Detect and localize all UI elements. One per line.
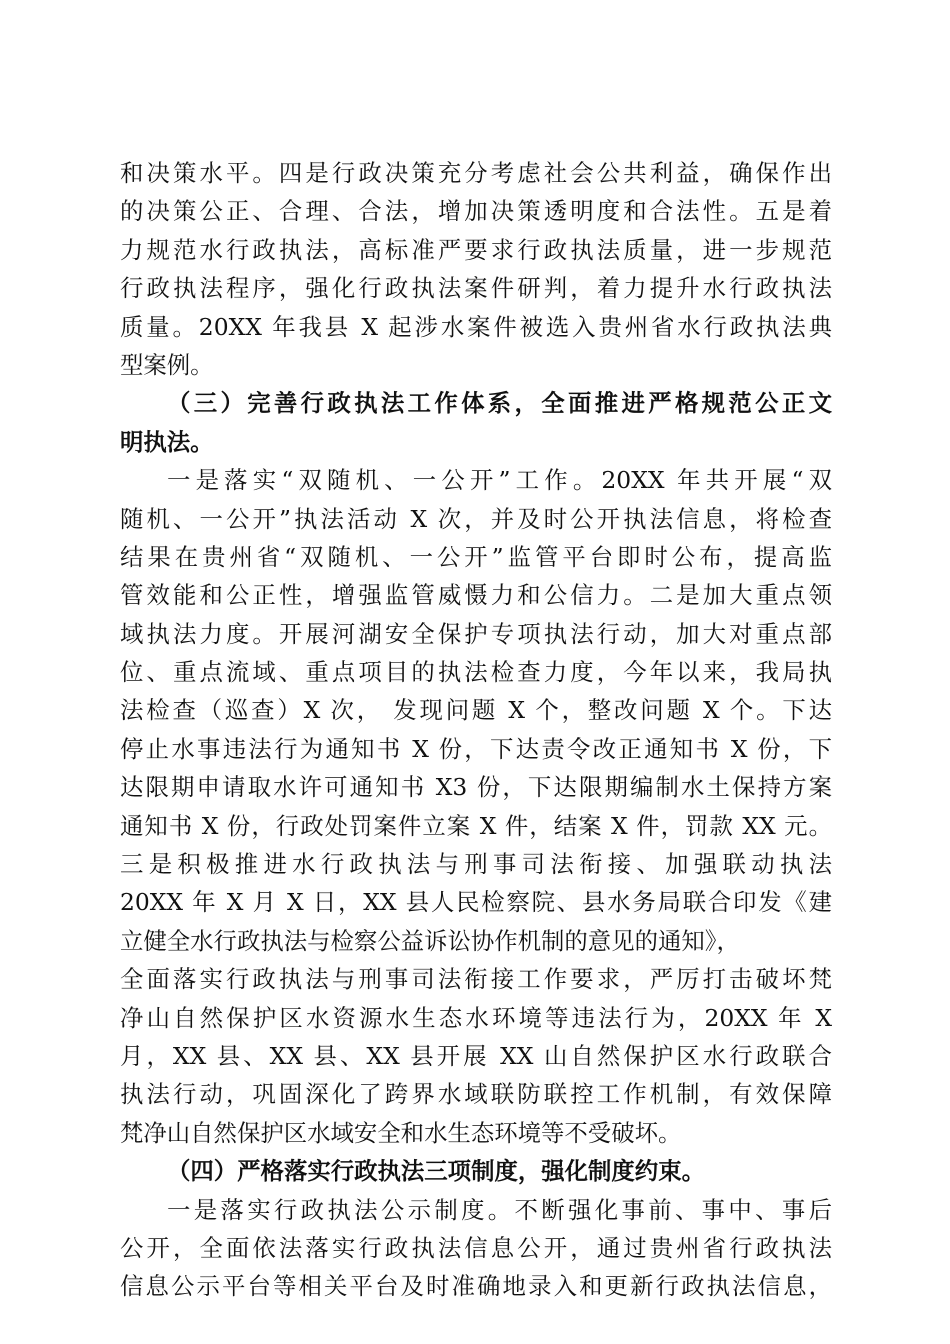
paragraph-line: 结果在贵州省“双随机、一公开”监管平台即时公布，提高监 [120, 542, 832, 571]
paragraph-line: 型案例。 [120, 350, 214, 379]
paragraph-line: 信息公示平台等相关平台及时准确地录入和更新行政执法信息， [120, 1272, 832, 1301]
paragraph-line: 执法行动，巩固深化了跨界水域联防联控工作机制，有效保障 [120, 1080, 832, 1109]
paragraph-line: 力规范水行政执法，高标准严要求行政执法质量，进一步规范 [120, 235, 832, 264]
paragraph-line: 随机、一公开”执法活动 X 次，并及时公开执法信息，将检查 [120, 504, 832, 533]
paragraph-line: 一是落实“双随机、一公开”工作。20XX 年共开展“双 [167, 466, 832, 495]
paragraph-line: 质量。20XX 年我县 X 起涉水案件被选入贵州省水行政执法典 [120, 312, 832, 341]
paragraph-line: 三是积极推进水行政执法与刑事司法衔接、加强联动执法 [120, 850, 832, 879]
paragraph-line: 行政执法程序，强化行政执法案件研判，着力提升水行政执法 [120, 274, 832, 303]
paragraph-line: 达限期申请取水许可通知书 X3 份，下达限期编制水土保持方案 [120, 773, 832, 802]
paragraph-line: 和决策水平。四是行政决策充分考虑社会公共利益，确保作出 [120, 159, 832, 187]
document-body [120, 154, 832, 1306]
section-heading-3: （三）完善行政执法工作体系，全面推进严格规范公正文 [167, 389, 832, 418]
paragraph-line: 20XX 年 X 月 X 日，XX 县人民检察院、县水务局联合印发《建 [120, 888, 832, 917]
paragraph-line: 法检查（巡查）X 次， 发现问题 X 个，整改问题 X 个。下达 [120, 696, 832, 725]
paragraph-line: 停止水事违法行为通知书 X 份，下达责令改正通知书 X 份，下 [120, 734, 832, 763]
paragraph-line: 梵净山自然保护区水域安全和水生态环境等不受破坏。 [120, 1118, 682, 1147]
paragraph-line: 管效能和公正性，增强监管威慑力和公信力。二是加大重点领 [120, 581, 832, 610]
paragraph-line: 一是落实行政执法公示制度。不断强化事前、事中、事后 [167, 1195, 832, 1224]
paragraph-line: 域执法力度。开展河湖安全保护专项执法行动，加大对重点部 [120, 619, 832, 648]
paragraph-line: 公开，全面依法落实行政执法信息公开，通过贵州省行政执法 [120, 1233, 832, 1262]
paragraph-line: 位、重点流域、重点项目的执法检查力度，今年以来，我局执 [120, 658, 832, 687]
paragraph-line: 净山自然保护区水资源水生态水环境等违法行为，20XX 年 X [120, 1003, 832, 1032]
paragraph-line: 的决策公正、合理、合法，增加决策透明度和合法性。五是着 [120, 197, 832, 226]
section-heading-3-cont: 明执法。 [120, 427, 214, 456]
paragraph-line: 通知书 X 份，行政处罚案件立案 X 件，结案 X 件，罚款 XX 元。 [120, 811, 832, 840]
paragraph-line: 月，XX 县、XX 县、XX 县开展 XX 山自然保护区水行政联合 [120, 1041, 832, 1070]
paragraph-line: 立健全水行政执法与检察公益诉讼协作机制的意见的通知》， [120, 926, 740, 955]
paragraph-line: 全面落实行政执法与刑事司法衔接工作要求，严厉打击破坏梵 [120, 965, 832, 994]
section-heading-4: （四）严格落实行政执法三项制度，强化制度约束。 [167, 1157, 705, 1186]
